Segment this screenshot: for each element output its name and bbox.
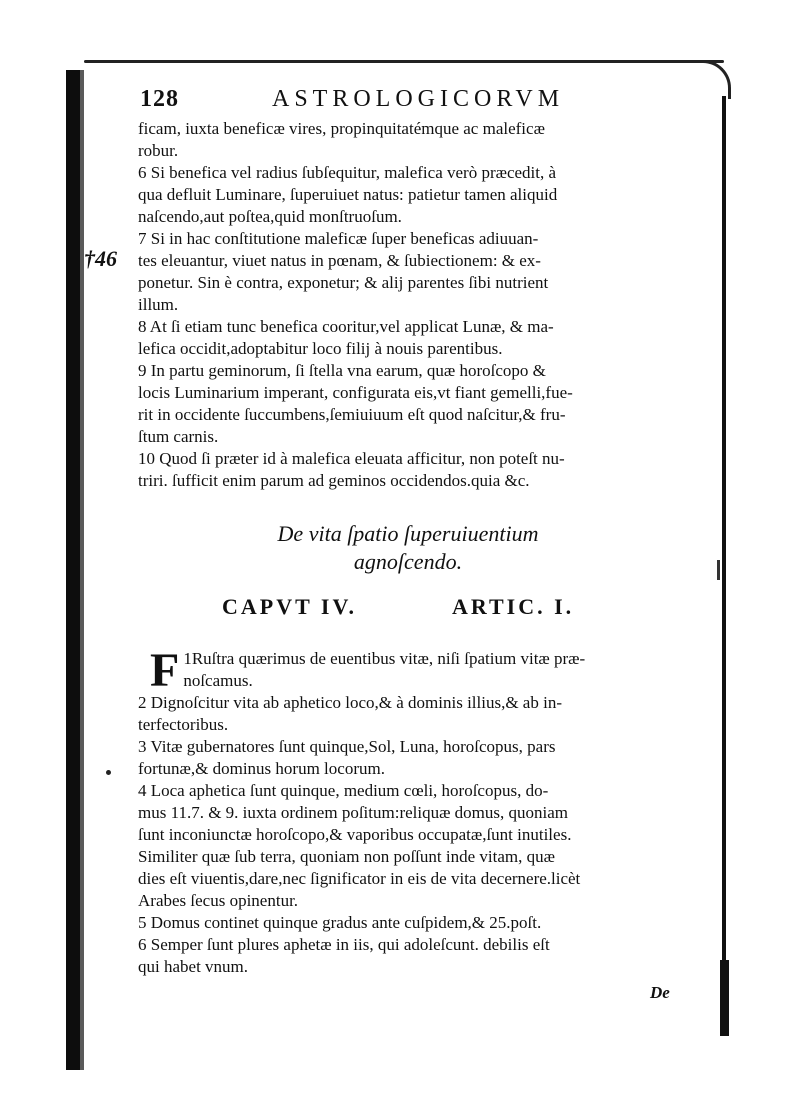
text-line: illum. — [138, 295, 179, 314]
text-line: rit in occidente ſuccumbens,ſemiuiuum eſt quod naſcitur,& fru- — [138, 405, 566, 424]
text-line: triri. ſufficit enim parum ad geminos occidendos.quia &c. — [138, 471, 530, 490]
page-right-mark — [717, 560, 720, 580]
section-title — [138, 520, 678, 576]
text-line: 6 Si benefica vel radius ſubſequitur, malefica verò præcedit, à — [138, 163, 557, 182]
articles-text-block — [138, 644, 678, 978]
text-line: dies eſt viuentis,dare,nec ſignificator in eis de vita decernere.licèt — [138, 869, 581, 888]
page-right-edge-shadow — [720, 960, 729, 1036]
article-1-text: Ruſtra quærimus de euentibus vitæ, niſi ſpatium vitæ præ- — [191, 649, 586, 668]
text-line: 10 Quod ſi præter id à malefica eleuata afficitur, non poteſt nu- — [138, 449, 565, 468]
text-line: lefica occidit,adoptabitur loco filij à nouis parentibus. — [138, 339, 503, 358]
section-title-line-2: agnoſcendo. — [353, 549, 463, 574]
text-line: 7 Si in hac conſtitutione maleficæ ſuper beneficas adiuuan- — [138, 229, 539, 248]
chapter-heading — [222, 594, 622, 626]
text-line: terfectoribus. — [138, 715, 229, 734]
page-header — [140, 86, 680, 118]
text-line: 3 Vitæ gubernatores ſunt quinque,Sol, Luna, horoſcopus, pars — [138, 737, 556, 756]
text-line: 2 Dignoſcitur vita ab aphetico loco,& à dominis illius,& ab in- — [138, 693, 562, 712]
scan-left-edge-shadow — [80, 70, 84, 1070]
text-line: Similiter quæ ſub terra, quoniam non poſſunt inde vitam, quæ — [138, 847, 555, 866]
chapter-articulus: ARTIC. I. — [452, 594, 575, 619]
text-line: ficam, iuxta beneficæ vires, propinquitatémque ac maleficæ — [138, 119, 545, 138]
text-line: Arabes ſecus opinentur. — [138, 891, 299, 910]
text-line: fortunæ,& dominus horum locorum. — [138, 759, 385, 778]
drop-cap: F — [150, 644, 180, 697]
text-line: 5 Domus continet quinque gradus ante cuſpidem,& 25.poſt. — [138, 913, 542, 932]
text-line: ſunt inconiunctæ horoſcopo,& vaporibus occupatæ,ſunt inutiles. — [138, 825, 572, 844]
text-line: 8 At ſi etiam tunc benefica cooritur,vel applicat Lunæ, & ma- — [138, 317, 554, 336]
text-line: naſcendo,aut poſtea,quid monſtruoſum. — [138, 207, 402, 226]
margin-dot — [106, 770, 111, 775]
text-line: 9 In partu geminorum, ſi ſtella vna earum, quæ horoſcopo & — [138, 361, 546, 380]
section-title-line-1: De vita ſpatio ſuperuiuentium — [277, 521, 539, 546]
article-number: 1 — [183, 649, 192, 668]
article-1-text-cont: noſcamus. — [183, 671, 253, 690]
running-head: ASTROLOGICORVM — [272, 86, 565, 112]
chapter-caput: CAPVT IV. — [222, 594, 357, 619]
article-1 — [138, 644, 678, 697]
page-top-edge — [84, 60, 724, 63]
page-top-right-corner — [690, 60, 731, 99]
scan-left-edge — [66, 70, 80, 1070]
top-text-block — [138, 118, 678, 492]
text-line: 6 Semper ſunt plures aphetæ in iis, qui adoleſcunt. debilis eſt — [138, 935, 550, 954]
text-line: robur. — [138, 141, 179, 160]
text-line: mus 11.7. & 9. iuxta ordinem poſitum:reliquæ domus, quoniam — [138, 803, 569, 822]
text-line: qua defluit Luminare, ſuperuiuet natus: patietur tamen aliquid — [138, 185, 558, 204]
text-line: 4 Loca aphetica ſunt quinque, medium cœli, horoſcopus, do- — [138, 781, 549, 800]
text-line: qui habet vnum. — [138, 957, 249, 976]
catchword: De — [650, 983, 670, 1002]
text-line: locis Luminarium imperant, configurata eis,vt fiant gemelli,fue- — [138, 383, 573, 402]
text-line: ſtum carnis. — [138, 427, 219, 446]
text-line: ponetur. Sin è contra, exponetur; & alij parentes ſibi nutrient — [138, 273, 549, 292]
handwritten-margin-note: †46 — [84, 246, 117, 271]
page-number: 128 — [140, 86, 179, 112]
text-line: tes eleuantur, viuet natus in pœnam, & ſubiectionem: & ex- — [138, 251, 541, 270]
page-right-edge — [722, 96, 726, 1036]
